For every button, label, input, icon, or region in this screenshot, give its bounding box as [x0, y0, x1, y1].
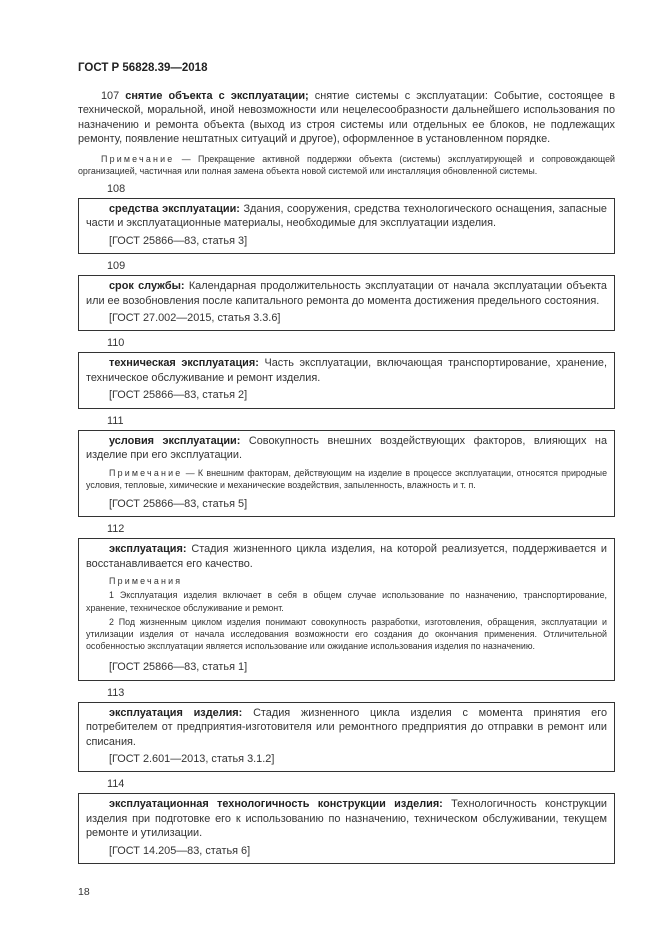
- term-number: 113: [107, 686, 125, 699]
- document-header: ГОСТ Р 56828.39—2018: [78, 62, 208, 74]
- term-number: 114: [107, 778, 125, 791]
- term-source: [ГОСТ 14.205—83, статья 6]: [109, 844, 251, 857]
- term-source: [ГОСТ 25866—83, статья 5]: [109, 497, 248, 510]
- term-definition: Совокупность внешних воздействующих факторов, влияющих на изделие при его эксплуатации.: [86, 434, 608, 462]
- term-name: срок службы:: [109, 280, 185, 293]
- term-name: техническая эксплуатация:: [109, 357, 259, 370]
- note-label: Примечание: [101, 153, 175, 164]
- term-name: эксплуатационная технологичность конструкции изделия:: [109, 798, 443, 811]
- term-source: [ГОСТ 2.601—2013, статья 3.1.2]: [109, 752, 275, 765]
- term-box-113: [78, 702, 615, 773]
- document-page: [78, 61, 615, 899]
- term-name: снятие объекта с эксплуатации;: [125, 90, 309, 102]
- term-definition: Стадия жизненного цикла изделия с момента принятия его потребителем от предприятия-изготовителя или ремонтного предприятия до отправки в ремонт или списания.: [86, 706, 607, 748]
- term-note: 2 Под жизненным циклом изделия понимают совокупность разработки, изготовления, обращения, эксплуатации и утилизации изделия от начала исследования возможности его создания до окончания применения. Отличительной особенностью эксплуатации является использование или ожидание использования изделия по назначению.: [86, 616, 607, 652]
- term-name: условия эксплуатации:: [109, 434, 241, 447]
- term-box-110: [78, 352, 615, 408]
- term-definition: Здания, сооружения, средства технологического оснащения, запасные части и эксплуатационные материалы, необходимые для эксплуатации изделия.: [86, 203, 607, 230]
- term-source: [ГОСТ 27.002—2015, статья 3.3.6]: [109, 312, 281, 325]
- term-number: 107: [101, 90, 120, 102]
- page-number: 18: [78, 886, 90, 898]
- term-definition: Стадия жизненного цикла изделия, на которой реализуется, поддерживается и восстанавливается его качество.: [86, 543, 607, 570]
- note-text: — Прекращение активной поддержки объекта (системы) эксплуатирующей и сопровождающей организацией, частичная или полная замена объекта новой системой или инсталляция обновленной системы.: [78, 153, 615, 176]
- term-box-114: [78, 793, 615, 864]
- term-definition: снятие системы с эксплуатации: Событие, состоящее в технической, моральной, иной невозможности или нецелесообразности дальнейшего использования по назначению и ремонта объекта (выход из строя системы или отдельных ее блоков, не подлежащих ремонту, появление нештатных ситуаций и другое), оформленное в установленном порядке.: [78, 90, 615, 146]
- term-number: 108: [107, 183, 126, 196]
- note-label: Примечание: [109, 467, 183, 478]
- term-name: эксплуатация:: [109, 543, 187, 556]
- term-107: [78, 89, 615, 147]
- term-box-108: [78, 198, 615, 254]
- term-definition: Технологичность конструкции изделия при подготовке его к использованию по назначению, техническом обслуживании, текущем ремонте и утилизации.: [86, 798, 607, 840]
- term-source: [ГОСТ 25866—83, статья 2]: [109, 389, 248, 402]
- term-source: [ГОСТ 25866—83, статья 1]: [109, 661, 248, 674]
- term-note: 1 Эксплуатация изделия включает в себя в общем случае использование по назначению, транспортирование, хранение, техническое обслуживание и ремонт.: [86, 590, 607, 613]
- term-number: 110: [107, 337, 125, 350]
- note-text: — К внешним факторам, действующим на изделие в процессе эксплуатации, относятся природные условия, тепловые, химические и механические воздействия, запыленность, влажность и т. п.: [86, 467, 607, 490]
- term-box-112: [78, 538, 615, 680]
- notes-label: Примечания: [109, 576, 183, 587]
- term-definition: Календарная продолжительность эксплуатации от начала эксплуатации объекта или ее возобновления после капитального ремонта до момента достижения предельного состояния.: [86, 280, 607, 307]
- term-box-111: [78, 430, 615, 518]
- term-number: 109: [107, 260, 126, 273]
- term-number: 111: [107, 414, 124, 427]
- term-note: [86, 467, 607, 491]
- term-name: эксплуатация изделия:: [109, 706, 243, 719]
- note-107: [78, 153, 615, 177]
- term-name: средства эксплуатации:: [109, 203, 240, 216]
- term-source: [ГОСТ 25866—83, статья 3]: [109, 234, 248, 247]
- term-number: 112: [107, 523, 125, 536]
- term-definition: Часть эксплуатации, включающая транспортирование, хранение, техническое обслуживание и ремонт изделия.: [86, 357, 607, 384]
- term-box-109: [78, 275, 615, 331]
